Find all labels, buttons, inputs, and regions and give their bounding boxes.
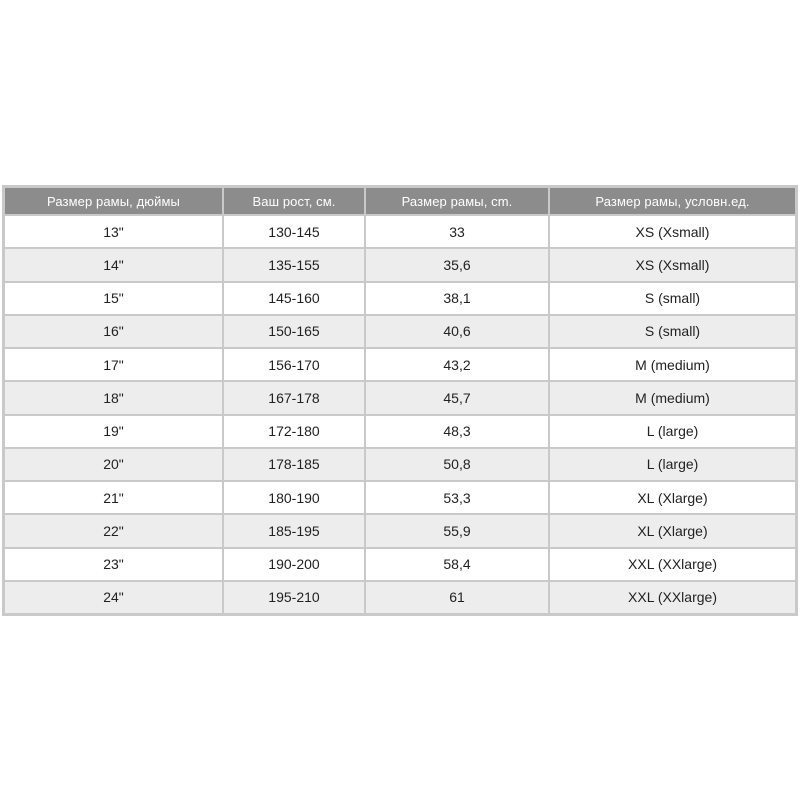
header-frame-size-cm: Размер рамы, cm. — [366, 188, 548, 214]
cell-height: 130-145 — [224, 216, 364, 247]
cell-frame-cm: 48,3 — [366, 416, 548, 447]
cell-frame-inches: 19" — [5, 416, 222, 447]
table-row — [5, 416, 795, 447]
cell-frame-cm: 55,9 — [366, 515, 548, 546]
cell-height: 195-210 — [224, 582, 364, 613]
cell-frame-units: L (large) — [550, 416, 795, 447]
cell-frame-cm: 43,2 — [366, 349, 548, 380]
size-chart-table-container — [2, 185, 798, 616]
cell-frame-cm: 45,7 — [366, 382, 548, 413]
cell-frame-inches: 24" — [5, 582, 222, 613]
cell-frame-units: XS (Xsmall) — [550, 216, 795, 247]
cell-height: 172-180 — [224, 416, 364, 447]
cell-frame-units: S (small) — [550, 316, 795, 347]
cell-frame-units: XL (Xlarge) — [550, 482, 795, 513]
cell-frame-cm: 40,6 — [366, 316, 548, 347]
table-row — [5, 216, 795, 247]
table-row — [5, 349, 795, 380]
cell-frame-inches: 22" — [5, 515, 222, 546]
table-row — [5, 249, 795, 280]
cell-frame-cm: 33 — [366, 216, 548, 247]
cell-height: 167-178 — [224, 382, 364, 413]
cell-frame-inches: 18" — [5, 382, 222, 413]
header-frame-size-inches: Размер рамы, дюймы — [5, 188, 222, 214]
cell-frame-inches: 21" — [5, 482, 222, 513]
table-header-row — [5, 188, 795, 214]
cell-frame-units: XL (Xlarge) — [550, 515, 795, 546]
cell-frame-cm: 61 — [366, 582, 548, 613]
cell-frame-units: M (medium) — [550, 382, 795, 413]
cell-frame-cm: 38,1 — [366, 283, 548, 314]
cell-height: 156-170 — [224, 349, 364, 380]
cell-frame-cm: 50,8 — [366, 449, 548, 480]
table-row — [5, 549, 795, 580]
table-row — [5, 316, 795, 347]
cell-frame-inches: 16" — [5, 316, 222, 347]
cell-height: 190-200 — [224, 549, 364, 580]
table-body — [5, 216, 795, 613]
table-row — [5, 382, 795, 413]
cell-frame-units: XXL (XXlarge) — [550, 582, 795, 613]
cell-height: 180-190 — [224, 482, 364, 513]
table-row — [5, 482, 795, 513]
table-row — [5, 283, 795, 314]
table-row — [5, 515, 795, 546]
cell-frame-cm: 53,3 — [366, 482, 548, 513]
cell-frame-inches: 13" — [5, 216, 222, 247]
size-chart-table — [3, 186, 797, 615]
table-row — [5, 449, 795, 480]
cell-frame-inches: 17" — [5, 349, 222, 380]
cell-height: 145-160 — [224, 283, 364, 314]
cell-frame-units: XS (Xsmall) — [550, 249, 795, 280]
cell-height: 185-195 — [224, 515, 364, 546]
cell-frame-inches: 14" — [5, 249, 222, 280]
cell-height: 135-155 — [224, 249, 364, 280]
table-row — [5, 582, 795, 613]
cell-frame-inches: 15" — [5, 283, 222, 314]
cell-frame-cm: 35,6 — [366, 249, 548, 280]
cell-frame-units: L (large) — [550, 449, 795, 480]
header-your-height: Ваш рост, см. — [224, 188, 364, 214]
cell-height: 150-165 — [224, 316, 364, 347]
cell-height: 178-185 — [224, 449, 364, 480]
cell-frame-inches: 23" — [5, 549, 222, 580]
cell-frame-inches: 20" — [5, 449, 222, 480]
cell-frame-units: XXL (XXlarge) — [550, 549, 795, 580]
header-frame-size-units: Размер рамы, условн.ед. — [550, 188, 795, 214]
cell-frame-units: S (small) — [550, 283, 795, 314]
cell-frame-cm: 58,4 — [366, 549, 548, 580]
cell-frame-units: M (medium) — [550, 349, 795, 380]
